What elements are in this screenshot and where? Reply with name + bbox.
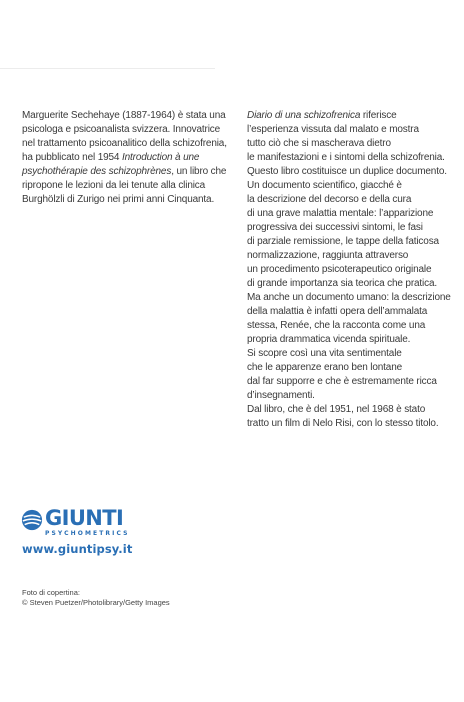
publisher-website-link[interactable]: www.giuntipsy.it bbox=[22, 542, 133, 556]
description-line: di una grave malattia mentale: l’apparizione bbox=[247, 208, 434, 219]
description-line: Dal libro, che è del 1951, nel 1968 è stato bbox=[247, 404, 426, 415]
bio-line: Burghölzli di Zurigo nei primi anni Cinquanta. bbox=[22, 194, 215, 205]
bio-line bbox=[22, 151, 218, 165]
credits-source: © Steven Puetzer/Photolibrary/Getty Images bbox=[22, 598, 170, 607]
description-line: d’insegnamenti. bbox=[247, 390, 315, 401]
description-line: di grande importanza sia teorica che pratica. bbox=[247, 278, 438, 289]
book-title-french-cont: psychothérapie des schizophrènes bbox=[22, 166, 172, 177]
description-line: progressiva dei successivi sintomi, le fasi bbox=[247, 222, 423, 233]
bio-line: ripropone le lezioni da lei tenute alla clinica bbox=[22, 180, 206, 191]
book-title: Diario di una schizofrenica bbox=[247, 110, 361, 121]
description-line: un procedimento psicoterapeutico originale bbox=[247, 264, 432, 275]
publisher-name: GIUNTI bbox=[45, 506, 124, 530]
publisher-subtitle: PSYCHOMETRICS bbox=[45, 530, 130, 537]
description-line: l’esperienza vissuta dal malato e mostra bbox=[247, 124, 419, 135]
bio-line: Marguerite Sechehaye (1887-1964) è stata una bbox=[22, 110, 226, 121]
description-line: Si scopre così una vita sentimentale bbox=[247, 348, 402, 359]
description-first-line bbox=[247, 109, 449, 123]
description-line: Un documento scientifico, giacché è bbox=[247, 180, 402, 191]
top-divider bbox=[0, 68, 215, 69]
description-line: dal far supporre e che è estremamente ricca bbox=[247, 376, 437, 387]
author-bio bbox=[22, 109, 227, 207]
bio-line bbox=[22, 165, 227, 179]
description-line: che le apparenze erano ben lontane bbox=[247, 362, 403, 373]
description-line: Questo libro costituisce un duplice documento. bbox=[247, 166, 447, 177]
description-line: della malattia è infatti opera dell’ammalata bbox=[247, 306, 428, 317]
publisher-logo bbox=[21, 507, 130, 538]
bio-line: nel trattamento psicoanalitico della schizofrenia, bbox=[22, 138, 227, 149]
description-line: Ma anche un documento umano: la descrizione bbox=[247, 292, 451, 303]
bio-text: , un libro che bbox=[171, 166, 227, 177]
description-line: la descrizione del decorso e della cura bbox=[247, 194, 412, 205]
description-line: di parziale remissione, le tappe della faticosa bbox=[247, 236, 439, 247]
description-line: stessa, Renée, che la racconta come una bbox=[247, 320, 426, 331]
bio-line: psicologa e psicoanalista svizzera. Innovatrice bbox=[22, 124, 221, 135]
description-line: normalizzazione, raggiunta attraverso bbox=[247, 250, 409, 261]
description-line: tutto ciò che si mascherava dietro bbox=[247, 138, 391, 149]
book-description bbox=[247, 109, 449, 431]
globe-icon bbox=[21, 509, 43, 531]
photo-credits bbox=[22, 588, 170, 608]
bio-text: ha pubblicato nel 1954 bbox=[22, 152, 122, 163]
description-line: propria drammatica vicenda spirituale. bbox=[247, 334, 411, 345]
description-line: le manifestazioni e i sintomi della schizofrenia. bbox=[247, 152, 445, 163]
book-title-french: Introduction à une bbox=[121, 152, 200, 163]
description-text: riferisce bbox=[360, 110, 397, 121]
credits-label: Foto di copertina: bbox=[22, 588, 80, 597]
description-line: tratto un film di Nelo Risi, con lo stesso titolo. bbox=[247, 418, 439, 429]
